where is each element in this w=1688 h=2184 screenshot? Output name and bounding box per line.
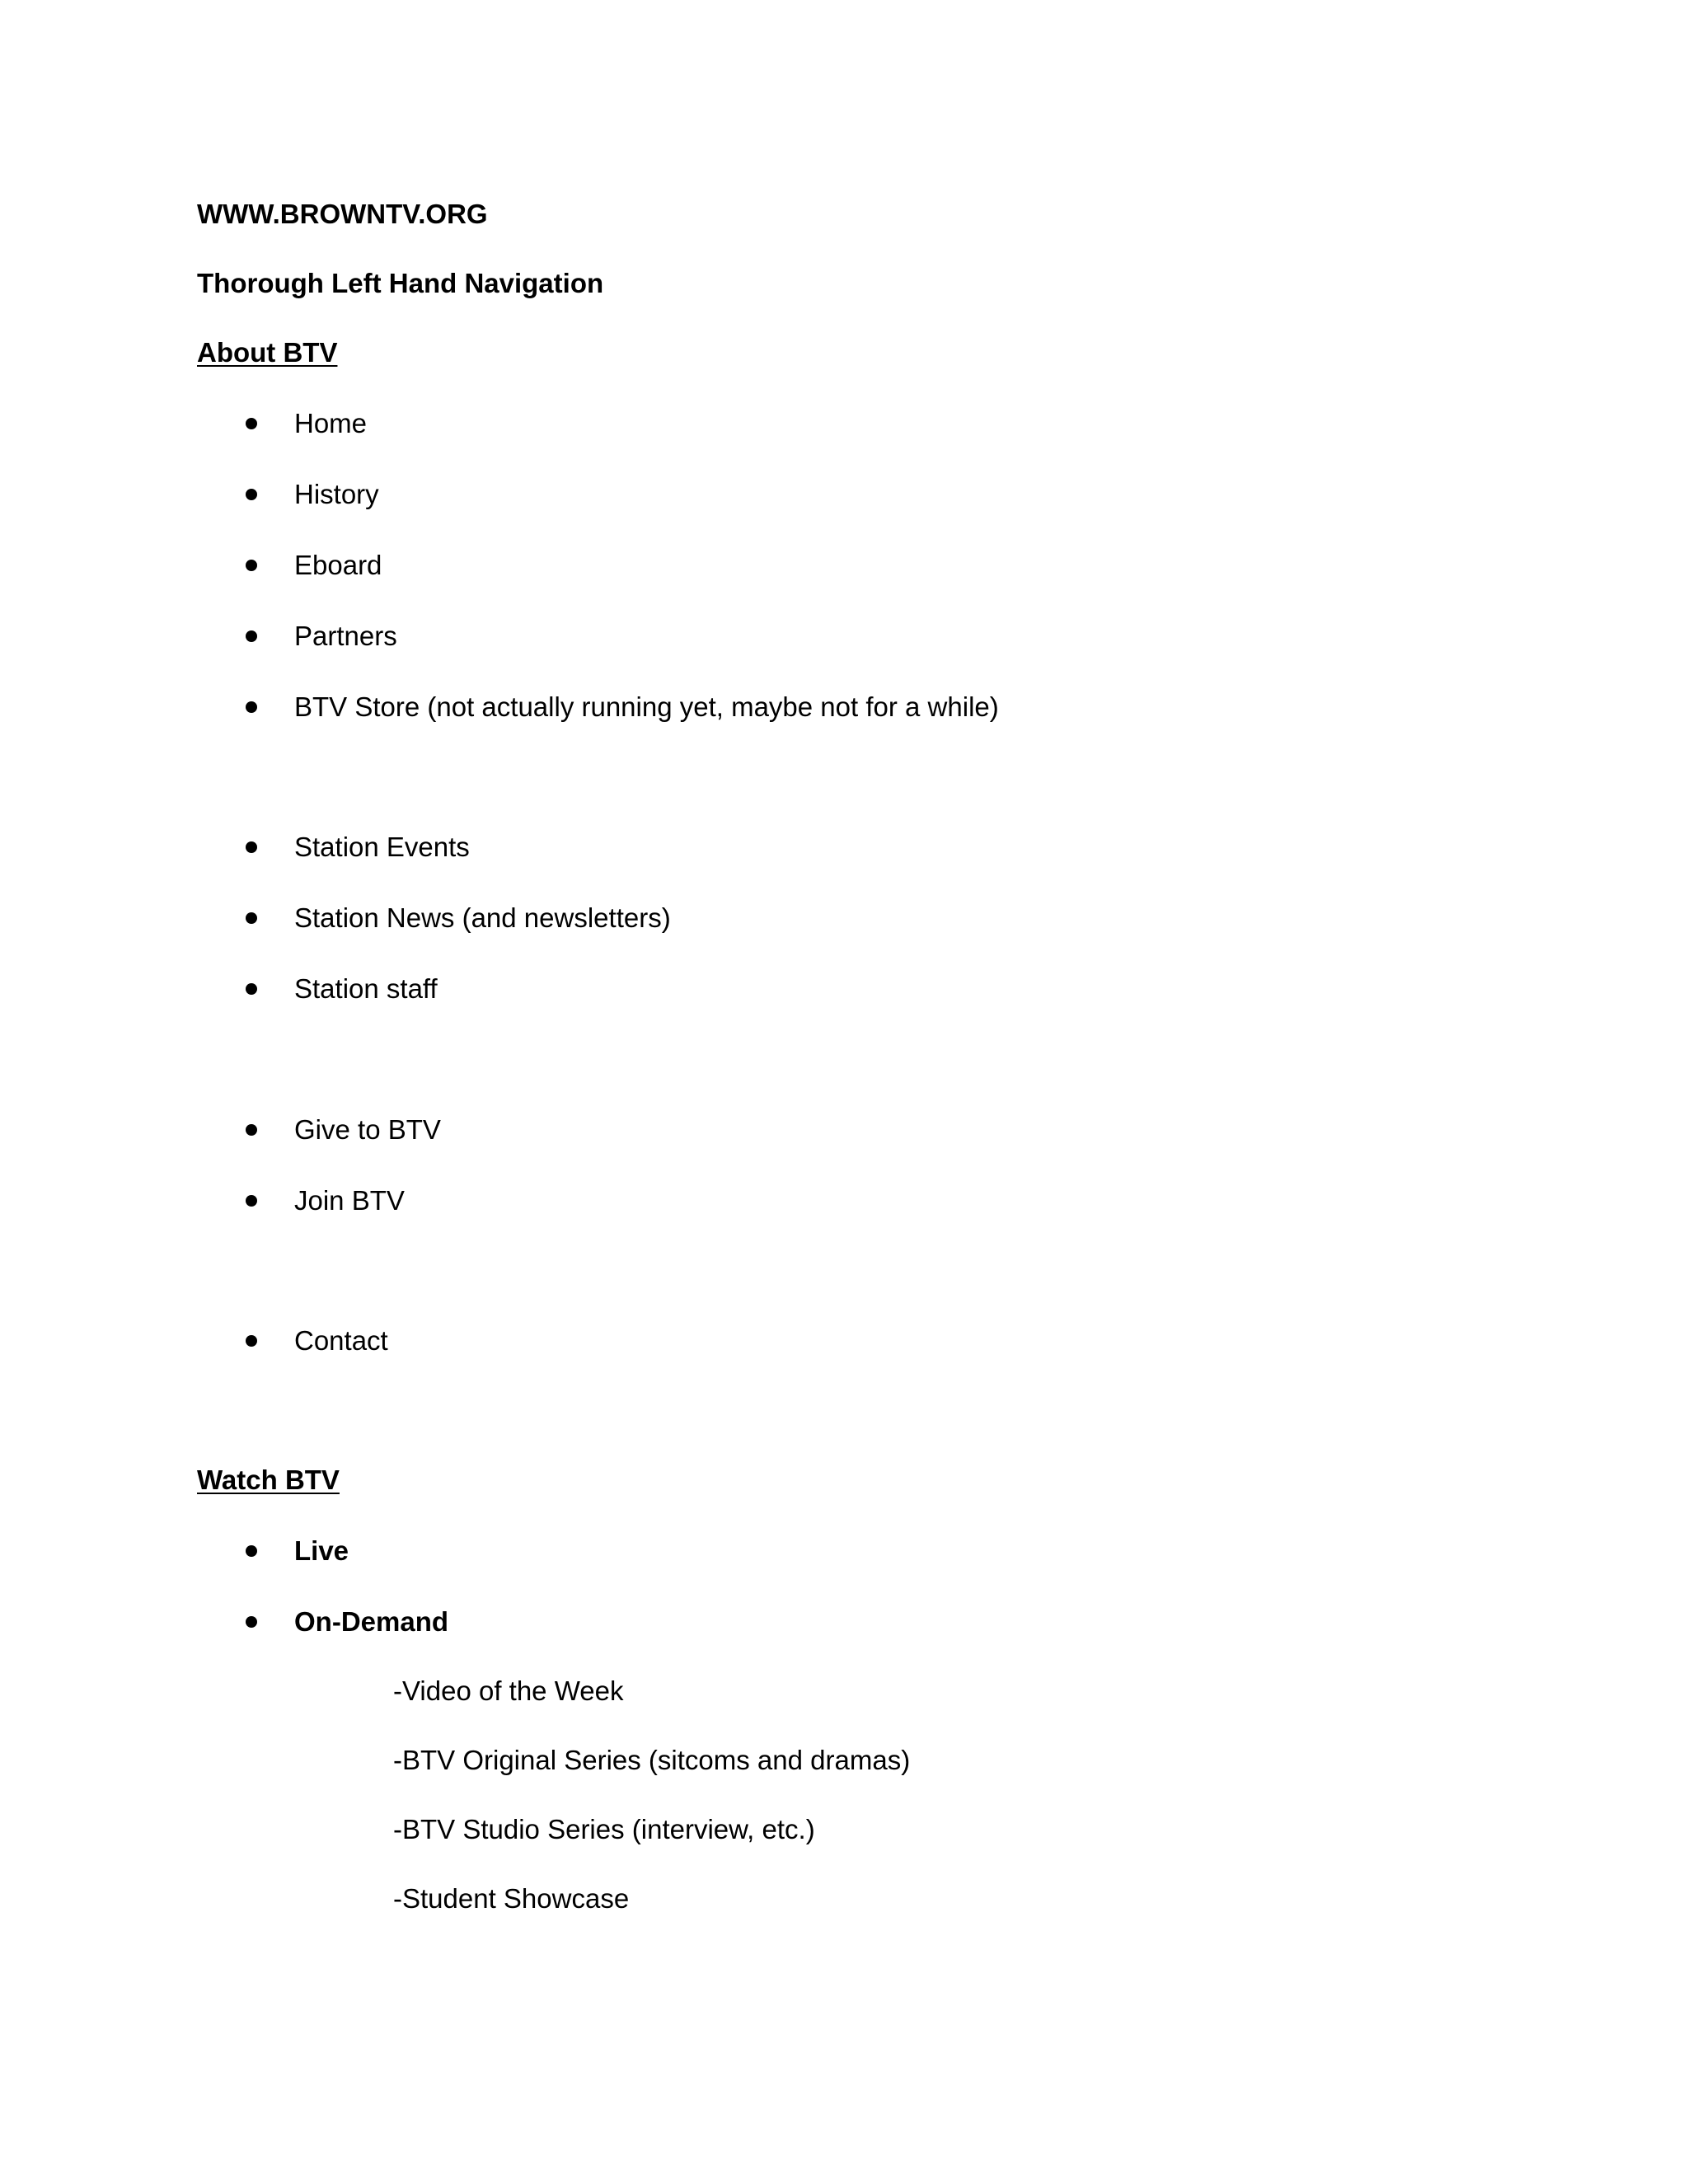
section-heading-about: About BTV [197, 337, 338, 368]
sub-list-item: -Student Showcase [393, 1883, 630, 1914]
bullet-icon [246, 1545, 257, 1557]
list-item-label: Station staff [294, 973, 438, 1004]
list-item-label: Eboard [294, 550, 382, 580]
bullet-icon [246, 418, 257, 429]
bullet-icon [246, 1335, 257, 1347]
list-item-label: Join BTV [294, 1185, 405, 1216]
list-item-label: History [294, 479, 379, 509]
list-item-label: Give to BTV [294, 1114, 441, 1145]
list-item-label: BTV Store (not actually running yet, maybe not for a while) [294, 691, 999, 722]
bullet-icon [246, 560, 257, 571]
document-subtitle: Thorough Left Hand Navigation [197, 268, 604, 298]
bullet-icon [246, 630, 257, 642]
sub-list-item: -Video of the Week [393, 1675, 624, 1706]
sub-list-item: -BTV Original Series (sitcoms and dramas) [393, 1745, 911, 1775]
bullet-icon [246, 841, 257, 853]
list-item-label: Live [294, 1535, 349, 1566]
list-item-label: Contact [294, 1325, 388, 1356]
list-item-label: Home [294, 408, 368, 438]
list-item-label: Station News (and newsletters) [294, 902, 671, 933]
section-heading-watch: Watch BTV [197, 1465, 340, 1495]
bullet-icon [246, 701, 257, 713]
site-url-title: WWW.BROWNTV.ORG [197, 199, 488, 229]
bullet-icon [246, 1616, 257, 1628]
bullet-icon [246, 983, 257, 995]
list-item-label: On-Demand [294, 1606, 449, 1637]
bullet-icon [246, 1124, 257, 1136]
sub-list-item: -BTV Studio Series (interview, etc.) [393, 1814, 815, 1844]
bullet-icon [246, 489, 257, 500]
list-item-label: Station Events [294, 832, 470, 862]
list-item-label: Partners [294, 621, 397, 651]
bullet-icon [246, 1195, 257, 1207]
bullet-icon [246, 912, 257, 924]
